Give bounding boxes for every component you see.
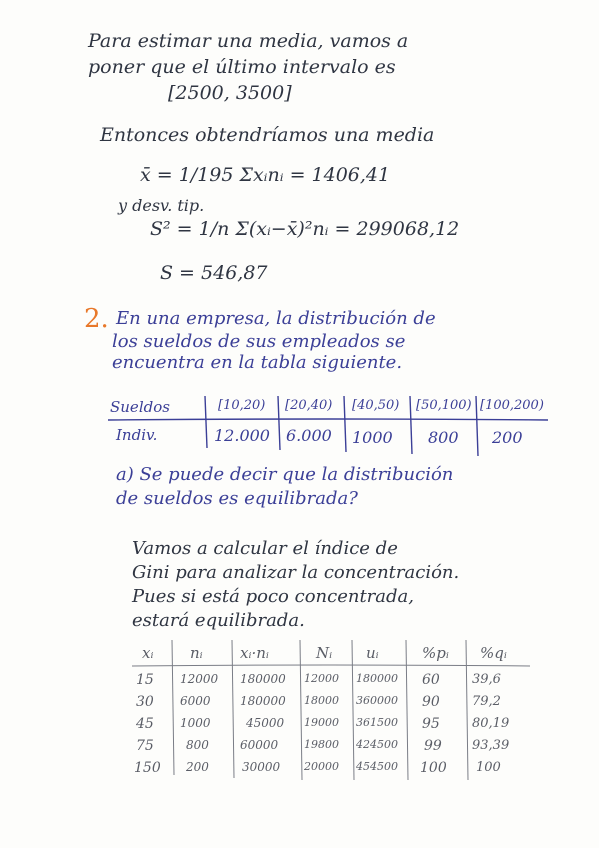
table1-row-3: 1000 — [352, 428, 393, 447]
table2-cell: 15 — [136, 672, 154, 688]
table2-cell: 95 — [422, 716, 440, 732]
table1-row-2: 6.000 — [286, 426, 332, 445]
table2-cell: 18000 — [304, 694, 339, 707]
table2-cell: 20000 — [304, 760, 339, 773]
problem-line-1: En una empresa, la distribución de — [116, 308, 436, 329]
table2-cell: 150 — [134, 760, 161, 776]
mean-formula: x̄ = 1/195 Σxᵢnᵢ = 1406,41 — [140, 164, 391, 186]
answer-line-3: Pues si está poco concentrada, — [132, 586, 414, 607]
s-value: S = 546,87 — [160, 262, 268, 284]
table2-cell: 1000 — [180, 716, 211, 730]
table1-header-5: [100,200) — [480, 398, 544, 413]
table2-header-3: Nᵢ — [316, 644, 333, 662]
table2-header-4: uᵢ — [366, 644, 379, 662]
table2-cell: 90 — [422, 694, 440, 710]
table1-row-1: 12.000 — [214, 426, 270, 445]
table2-cell: 19800 — [304, 738, 339, 751]
table2-cell: 39,6 — [472, 672, 501, 687]
table2-header-6: %qᵢ — [480, 644, 507, 662]
question-line-2: de sueldos es equilibrada? — [116, 488, 358, 509]
problem-number: 2. — [84, 304, 109, 334]
table1-row-5: 200 — [492, 428, 523, 447]
table2-cell: 12000 — [180, 672, 219, 686]
table2-cell: 60000 — [240, 738, 279, 752]
table2-cell: 19000 — [304, 716, 339, 729]
table2-cell: 93,39 — [472, 738, 510, 753]
table2-cell: 60 — [422, 672, 440, 688]
table2-cell: 80,19 — [472, 716, 510, 731]
table2-cell: 360000 — [356, 694, 398, 707]
table2-cell: 45000 — [246, 716, 285, 730]
table2-header-1: nᵢ — [190, 644, 203, 662]
table2-cell: 75 — [136, 738, 154, 754]
std-label: y desv. tip. — [118, 196, 205, 215]
table2-cell: 361500 — [356, 716, 398, 729]
variance-formula: S² = 1/n Σ(xᵢ−x̄)²nᵢ = 299068,12 — [150, 218, 460, 240]
table1-header-2: [20,40) — [285, 398, 333, 413]
table2-cell: 30 — [136, 694, 154, 710]
table2-cell: 454500 — [356, 760, 398, 773]
answer-line-1: Vamos a calcular el índice de — [132, 538, 398, 559]
intro-line-1: Para estimar una media, vamos a — [88, 30, 409, 52]
table2-cell: 99 — [424, 738, 442, 754]
answer-line-2: Gini para analizar la concentración. — [132, 562, 460, 583]
table2-cell: 79,2 — [472, 694, 501, 709]
table1-row-0: Indiv. — [116, 426, 158, 444]
intro-interval: [2500, 3500] — [168, 82, 292, 104]
table2-cell: 180000 — [356, 672, 398, 685]
table2-cell: 800 — [186, 738, 209, 752]
table2-header-0: xᵢ — [142, 644, 154, 662]
table1-header-0: Sueldos — [110, 398, 170, 416]
table2-cell: 100 — [420, 760, 447, 776]
table2-cell: 200 — [186, 760, 209, 774]
answer-line-4: estará equilibrada. — [132, 610, 305, 631]
table2-cell: 45 — [136, 716, 154, 732]
table2-header-2: xᵢ·nᵢ — [240, 644, 269, 662]
table2-cell: 180000 — [240, 672, 286, 686]
table2-cell: 100 — [476, 760, 501, 775]
table2-header-5: %pᵢ — [422, 644, 449, 662]
table1-header-4: [50,100) — [416, 398, 472, 413]
table1-header-1: [10,20) — [218, 398, 266, 413]
table2-cell: 30000 — [242, 760, 281, 774]
table2-cell: 6000 — [180, 694, 211, 708]
table1-header-3: [40,50) — [352, 398, 400, 413]
problem-line-2: los sueldos de sus empleados se — [112, 331, 406, 352]
intro-line-2: poner que el último intervalo es — [88, 56, 396, 78]
table1-row-4: 800 — [428, 428, 459, 447]
problem-line-3: encuentra en la tabla siguiente. — [112, 352, 403, 373]
intro-line-4: Entonces obtendríamos una media — [100, 124, 435, 146]
question-line-1: a) Se puede decir que la distribución — [116, 464, 454, 485]
table2-cell: 424500 — [356, 738, 398, 751]
table2-cell: 180000 — [240, 694, 286, 708]
table2-cell: 12000 — [304, 672, 339, 685]
